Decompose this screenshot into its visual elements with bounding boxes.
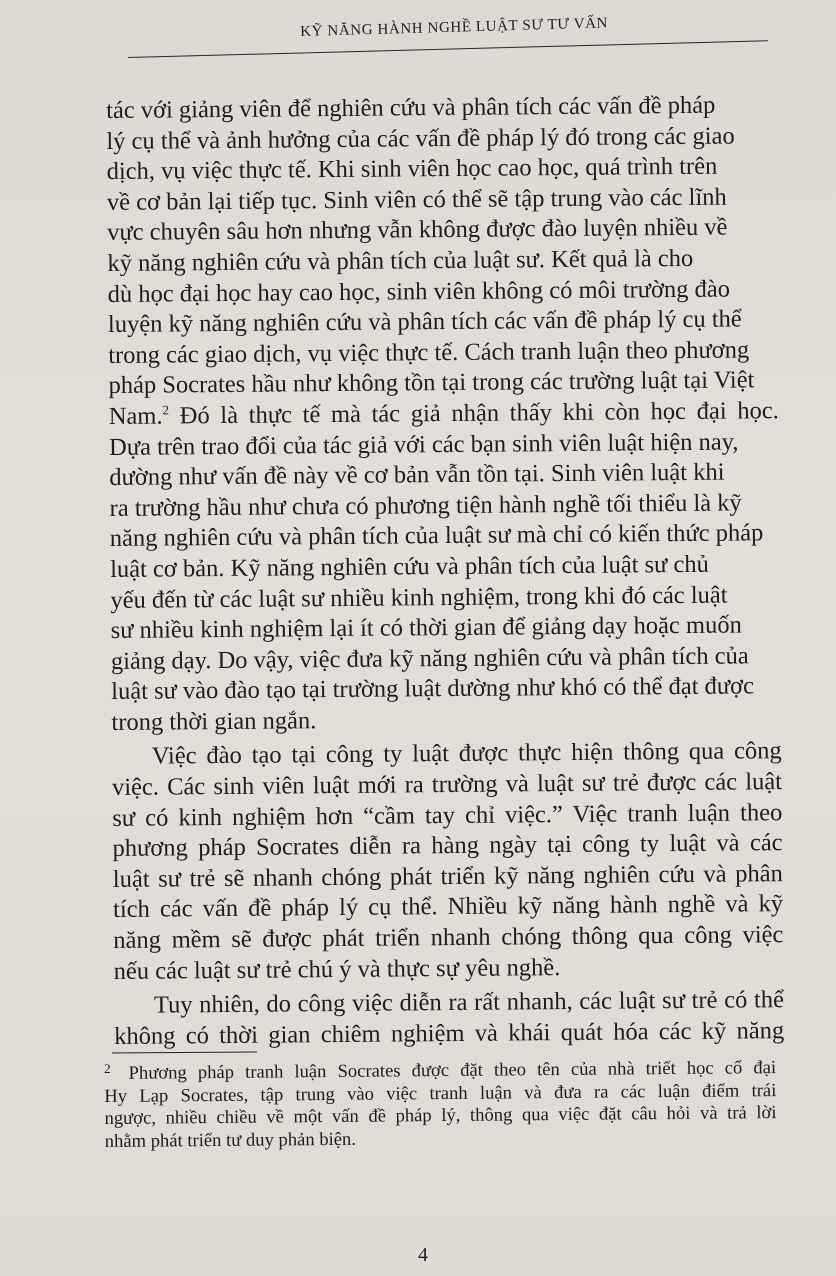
- text-line: luật sư vào đào tạo tại trường luật dường như khó có thể đạt được: [111, 672, 755, 706]
- text-line: giảng dạy. Do vậy, việc đưa kỹ năng nghiên cứu và phân tích của: [110, 642, 749, 675]
- text-fragment: Đó là thực tế mà tác giả nhận thấy khi còn học đại học.: [168, 397, 779, 430]
- text-line: Dựa trên trao đổi của tác giả với các bạn sinh viên luật hiện nay,: [108, 428, 739, 461]
- text-fragment: Nam.: [108, 402, 163, 430]
- text-line: lý cụ thể và ảnh hưởng của các vấn đề pháp lý đó trong các giao: [106, 122, 735, 155]
- text-line: việc. Các sinh viên luật mới ra trường và luật sư trẻ được các luật: [111, 768, 783, 802]
- text-line: năng nghiên cứu và phân tích của luật sư mà chỉ có kiến thức pháp: [109, 519, 764, 553]
- footnote-text: Phương pháp tranh luận Socrates được đặt theo tên của nhà triết học cổ đại: [128, 1057, 777, 1084]
- footnote-number: 2: [104, 1060, 111, 1076]
- footnote-line: Hy Lạp Socrates, tập trung vào việc tranh luận và đưa ra các luận điểm trái: [104, 1079, 777, 1107]
- text-line: vực chuyên sâu hơn nhưng vẫn không được đào luyện nhiều về: [107, 213, 728, 247]
- text-line: về cơ bản lại tiếp tục. Sinh viên có thể sẽ tập trung vào các lĩnh: [106, 183, 727, 216]
- text-line: yếu đến từ các luật sư nhiều kinh nghiệm, trong khi đó các luật: [110, 581, 728, 614]
- paragraph-1: [106, 90, 782, 738]
- text-line: trong thời gian ngắn.: [111, 707, 317, 736]
- text-line: luyện kỹ năng nghiên cứu và phân tích các vấn đề pháp lý cụ thể: [107, 305, 742, 339]
- text-line: nếu các luật sư trẻ chú ý và thực sự yêu nghề.: [113, 953, 561, 985]
- page-number: 4: [418, 1244, 428, 1266]
- text-line: dù học đại học hay cao học, sinh viên không có môi trường đào: [107, 275, 731, 308]
- header-rule: [128, 40, 768, 58]
- text-line: tích các vấn đề pháp lý cụ thể. Nhiều kỹ năng hành nghề và kỹ: [112, 890, 784, 924]
- paragraph-3: [114, 985, 785, 1052]
- text-line: Tuy nhiên, do công việc diễn ra rất nhanh, các luật sư trẻ có thể: [153, 986, 785, 1019]
- text-line: sư nhiều kinh nghiệm lại ít có thời gian để giảng dạy hoặc muốn: [110, 611, 742, 645]
- text-line: kỹ năng nghiên cứu và phân tích của luật sư. Kết quả là cho: [107, 244, 694, 277]
- footnote-reference[interactable]: 2: [162, 402, 170, 418]
- text-line: năng mềm sẽ được phát triển nhanh chóng thông qua công việc: [113, 921, 784, 954]
- body-text: [106, 90, 784, 1052]
- footnote: [104, 1052, 777, 1153]
- text-line: pháp Socrates hầu như không tồn tại trong các trường luật tại Việt: [108, 366, 755, 400]
- footnote-line: nhằm phát triển tư duy phản biện.: [104, 1128, 357, 1152]
- paragraph-2: [112, 737, 784, 988]
- text-line: phương pháp Socrates diễn ra hàng ngày tại công ty luật và các: [112, 829, 783, 863]
- text-line: Việc đào tạo tại công ty luật được thực hiện thông qua công: [151, 737, 782, 771]
- text-line: dịch, vụ việc thực tế. Khi sinh viên học cao học, quá trình trên: [106, 152, 718, 186]
- text-line: sư có kinh nghiệm hơn “cầm tay chỉ việc.” Việc tranh luận theo: [112, 798, 783, 832]
- text-line: luật cơ bản. Kỹ năng nghiên cứu và phân tích của luật sư chủ: [110, 550, 709, 583]
- footnote-line: ngược, nhiều chiều về một vấn đề pháp lý, thông qua việc đặt câu hỏi và trả lời: [104, 1102, 777, 1130]
- footnote-rule: [112, 1051, 257, 1053]
- text-line: ra trường hầu như chưa có phương tiện hành nghề tối thiểu là kỹ: [109, 489, 742, 522]
- text-line: luật sư trẻ sẽ nhanh chóng phát triển kỹ năng nghiên cứu và phân: [112, 859, 783, 893]
- text-line: trong các giao dịch, vụ việc thực tế. Cách tranh luận theo phương: [108, 336, 750, 369]
- text-line: tác với giảng viên để nghiên cứu và phân tích các vấn đề pháp: [106, 91, 716, 124]
- text-line: dường như vấn đề này về cơ bản vẫn tồn tại. Sinh viên luật khi: [109, 458, 725, 492]
- running-header: KỸ NĂNG HÀNH NGHỀ LUẬT SƯ TƯ VẤN: [300, 15, 609, 40]
- text-line: không có thời gian chiêm nghiệm và khái quát hóa các kỹ năng: [114, 1016, 785, 1050]
